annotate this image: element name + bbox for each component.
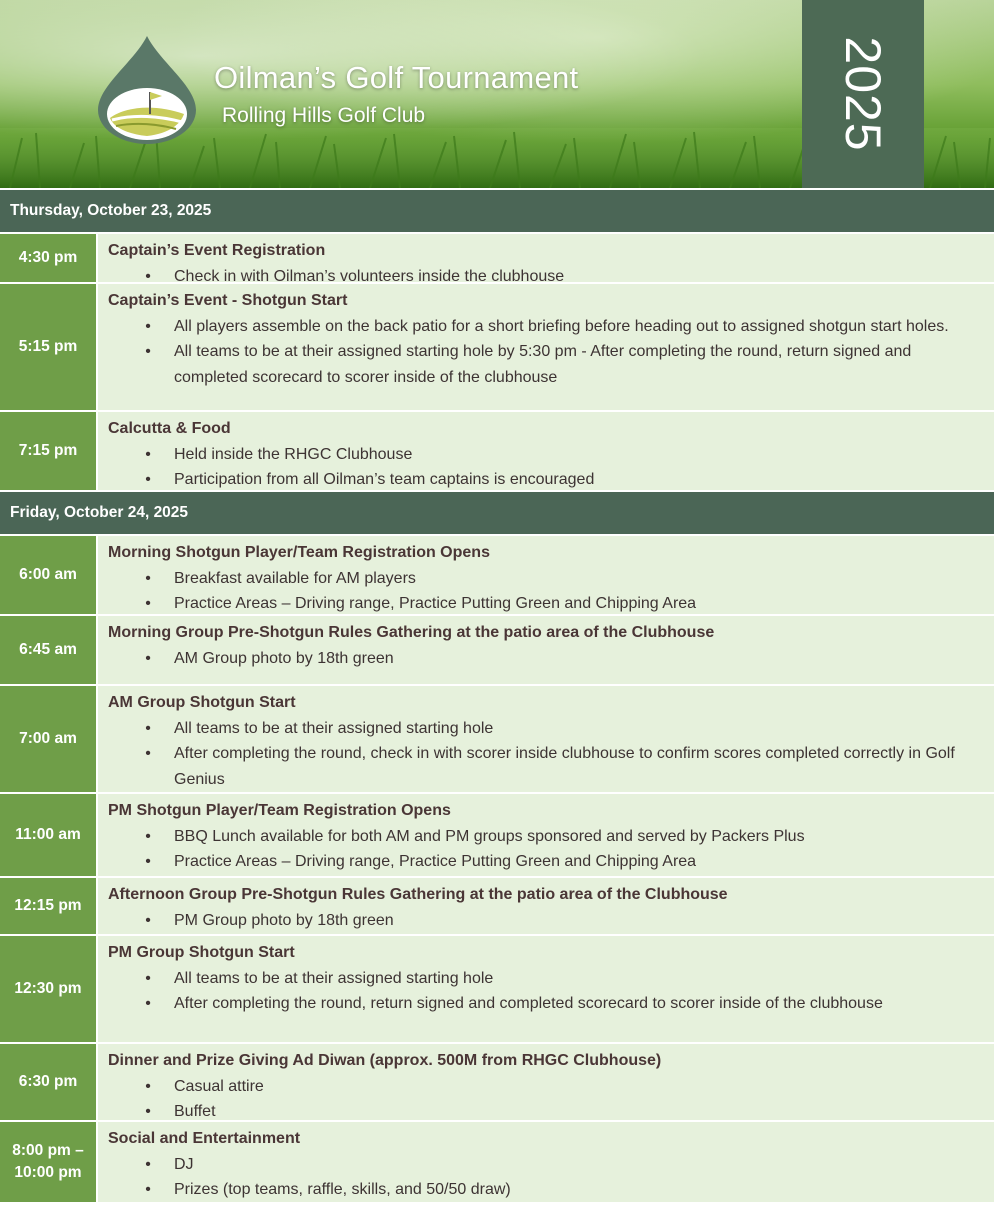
bullet-text: All players assemble on the back patio for a short briefing before heading out to assigned shotgun start holes. (174, 317, 949, 335)
bullet-text: Casual attire (174, 1077, 264, 1095)
event-bullets (108, 1152, 982, 1203)
bullet-text: Held inside the RHGC Clubhouse (174, 445, 413, 463)
bullet-icon: • (145, 595, 151, 612)
bullet-text: Practice Areas – Driving range, Practice Putting Green and Chipping Area (174, 853, 697, 870)
bullet-text: BBQ Lunch available for both AM and PM groups sponsored and served by Packers Plus (174, 827, 805, 845)
tournament-title: Oilman’s Golf Tournament (214, 60, 579, 95)
bullet-icon: • (145, 471, 151, 488)
bullet-icon: • (145, 267, 151, 285)
event-details (98, 794, 994, 876)
list-item (108, 646, 982, 672)
event-time: 6:45 am (0, 616, 98, 684)
event-title: Afternoon Group Pre-Shotgun Rules Gathering at the patio area of the Clubhouse (108, 886, 728, 903)
bullet-text: After completing the round, return signed and completed scorecard to scorer inside of the clubhouse (174, 995, 883, 1012)
bullet-icon: • (145, 827, 151, 845)
schedule-row (0, 1120, 994, 1202)
bullet-text: PM Group photo by 18th green (174, 911, 394, 929)
club-subtitle: Rolling Hills Golf Club (222, 104, 426, 127)
schedule-row (0, 792, 994, 876)
list-item (108, 716, 982, 742)
bullet-text: Buffet (174, 1103, 216, 1120)
event-title: Social and Entertainment (108, 1130, 301, 1147)
bullet-icon: • (145, 911, 151, 929)
bullet-text: All teams to be at their assigned starting hole (174, 969, 494, 987)
list-item (108, 264, 982, 290)
event-title: AM Group Shotgun Start (108, 694, 296, 711)
bullet-text: DJ (174, 1155, 194, 1173)
bullet-icon: • (145, 745, 151, 762)
bullet-text: After completing the round, check in with scorer inside clubhouse to confirm scores completed correctly in Golf Genius (174, 745, 955, 788)
event-title: Captain’s Event Registration (108, 242, 326, 259)
bullet-text: AM Group photo by 18th green (174, 649, 394, 667)
event-title: Morning Shotgun Player/Team Registration Opens (108, 544, 490, 561)
event-details (98, 878, 994, 934)
bullet-icon: • (145, 649, 151, 667)
list-item (108, 966, 982, 992)
event-time: 12:15 pm (0, 878, 98, 934)
event-bullets (108, 966, 982, 1017)
event-time: 8:00 pm – 10:00 pm (0, 1122, 98, 1202)
bullet-text: Practice Areas – Driving range, Practice Putting Green and Chipping Area (174, 595, 697, 612)
event-bullets (108, 566, 982, 617)
schedule-row (0, 534, 994, 614)
event-details (98, 412, 994, 490)
bullet-icon: • (145, 1077, 151, 1095)
golf-flag-drop-icon (94, 34, 200, 146)
bullet-icon: • (145, 445, 151, 463)
bullet-text: Breakfast available for AM players (174, 569, 416, 587)
list-item (108, 566, 982, 592)
schedule-row (0, 410, 994, 490)
event-bullets (108, 716, 982, 793)
schedule-row (0, 934, 994, 1042)
schedule-row (0, 232, 994, 285)
list-item (108, 1177, 982, 1203)
event-details (98, 936, 994, 1042)
event-title: PM Shotgun Player/Team Registration Opens (108, 802, 451, 819)
event-time: 5:15 pm (0, 284, 98, 410)
event-bullets (108, 908, 982, 934)
schedule-table (0, 188, 994, 1202)
event-title: PM Group Shotgun Start (108, 944, 295, 961)
event-time: 11:00 am (0, 794, 98, 876)
list-item (108, 991, 982, 1017)
event-title: Morning Group Pre-Shotgun Rules Gathering at the patio area of the Clubhouse (108, 624, 715, 641)
header-banner (0, 0, 994, 188)
event-bullets (108, 442, 982, 493)
bullet-icon: • (145, 969, 151, 987)
list-item (108, 824, 982, 850)
list-item (108, 442, 982, 468)
event-details (98, 234, 994, 285)
list-item (108, 1152, 982, 1178)
bullet-icon: • (145, 343, 151, 360)
schedule-row (0, 614, 994, 684)
bullet-icon: • (145, 719, 151, 737)
bullet-text: Prizes (top teams, raffle, skills, and 50/50 draw) (174, 1181, 511, 1198)
list-item (108, 741, 982, 792)
schedule-row (0, 684, 994, 792)
day-header: Friday, October 24, 2025 (0, 490, 994, 534)
event-time: 6:30 pm (0, 1044, 98, 1120)
bullet-icon: • (145, 569, 151, 587)
event-time: 6:00 am (0, 536, 98, 614)
year-badge (802, 0, 924, 188)
event-title: Captain’s Event - Shotgun Start (108, 292, 348, 309)
event-time: 12:30 pm (0, 936, 98, 1042)
list-item (108, 314, 982, 340)
event-time: 7:15 pm (0, 412, 98, 490)
event-bullets (108, 314, 982, 391)
event-title: Dinner and Prize Giving Ad Diwan (approx. 500M from RHGC Clubhouse) (108, 1052, 662, 1069)
list-item (108, 908, 982, 934)
schedule-row (0, 876, 994, 934)
year-label: 2025 (835, 36, 891, 152)
event-details (98, 1044, 994, 1120)
event-bullets (108, 646, 982, 672)
day-header: Thursday, October 23, 2025 (0, 188, 994, 232)
bullet-icon: • (145, 1103, 151, 1120)
event-title: Calcutta & Food (108, 420, 231, 437)
event-time: 4:30 pm (0, 234, 98, 282)
event-details (98, 686, 994, 792)
event-time: 7:00 am (0, 686, 98, 792)
bullet-icon: • (145, 1181, 151, 1198)
event-bullets (108, 264, 982, 290)
event-details (98, 1122, 994, 1202)
bullet-icon: • (145, 1155, 151, 1173)
bullet-icon: • (145, 995, 151, 1012)
event-bullets (108, 1074, 982, 1125)
event-details (98, 284, 994, 410)
event-bullets (108, 824, 982, 875)
event-details (98, 616, 994, 684)
bullet-text: All teams to be at their assigned starting hole by 5:30 pm - After completing the round, return signed and completed scorecard to scorer inside of the clubhouse (174, 343, 912, 386)
list-item (108, 849, 982, 875)
bullet-icon: • (145, 853, 151, 870)
list-item (108, 1099, 982, 1125)
list-item (108, 339, 982, 390)
list-item (108, 591, 982, 617)
schedule-row (0, 1042, 994, 1120)
bullet-text: Check in with Oilman’s volunteers inside the clubhouse (174, 267, 565, 285)
list-item (108, 1074, 982, 1100)
bullet-icon: • (145, 317, 151, 335)
list-item (108, 467, 982, 493)
event-details (98, 536, 994, 614)
bullet-text: All teams to be at their assigned starting hole (174, 719, 494, 737)
schedule-row (0, 282, 994, 410)
bullet-text: Participation from all Oilman’s team captains is encouraged (174, 471, 595, 488)
